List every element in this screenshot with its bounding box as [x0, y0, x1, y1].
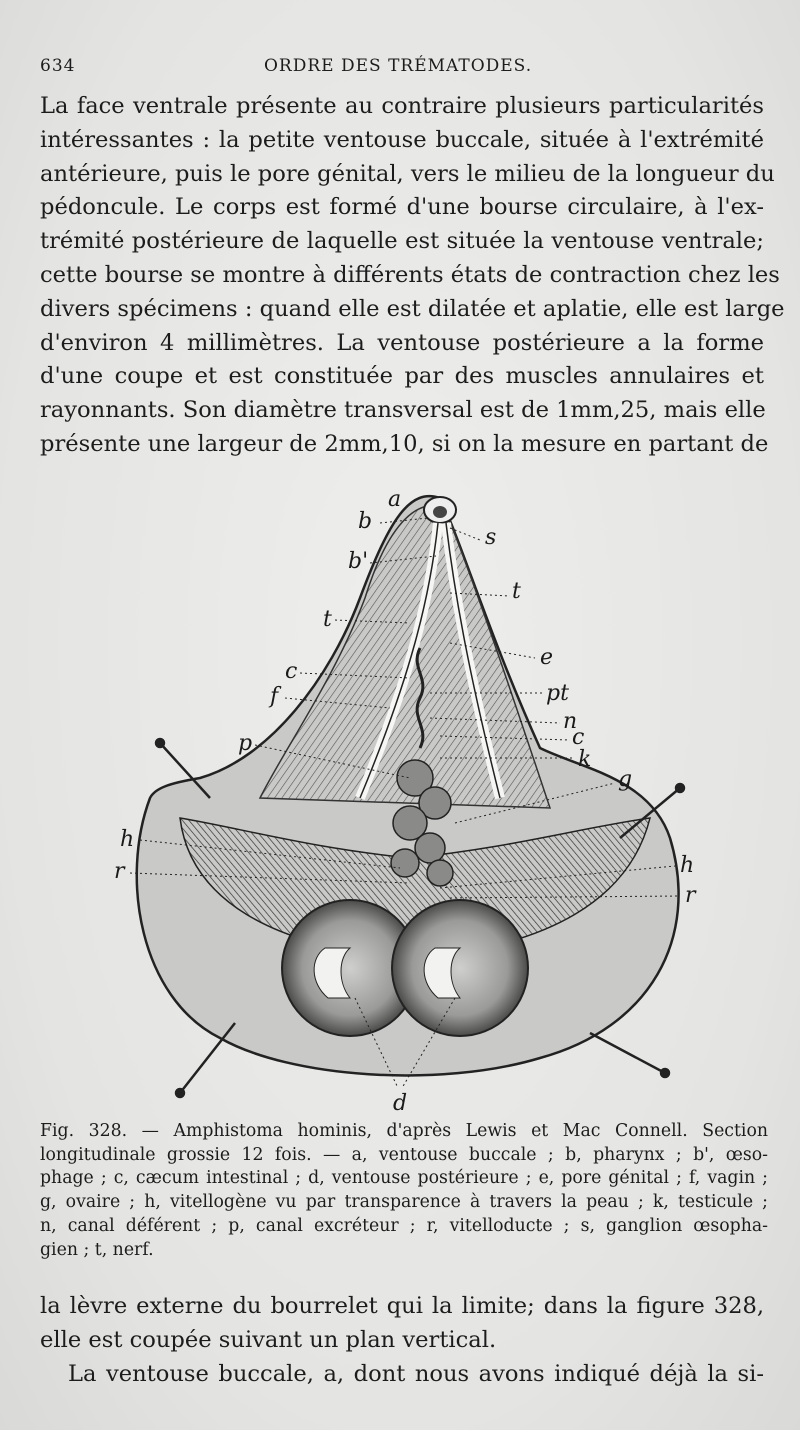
text-line: pédoncule. Le corps est formé d'une bourse circulaire, à l'ex- — [40, 194, 764, 221]
label-t-right: t — [512, 579, 521, 604]
text-line: antérieure, puis le pore génital, vers le milieu de la longueur du — [40, 160, 775, 187]
label-p: p — [238, 731, 253, 756]
caption-line: gien ; t, nerf. — [40, 1239, 154, 1260]
label-c-right: c — [572, 725, 585, 750]
caption-line: longitudinale grossie 12 fois. — a, ventouse buccale ; b, pharynx ; b', œso- — [40, 1144, 768, 1165]
label-n: n — [563, 709, 578, 734]
text-line: intéressantes : la petite ventouse buccale, située à l'extrémité — [40, 126, 764, 153]
text-line: La ventouse buccale, a, dont nous avons indiqué déjà la si- — [68, 1360, 764, 1387]
label-r-left: r — [114, 859, 125, 884]
text-line: rayonnants. Son diamètre transversal est de 1mm,25, mais elle — [40, 397, 766, 424]
page-number: 634 — [40, 56, 76, 76]
caption-line: Fig. 328. — Amphistoma hominis, d'après Lewis et Mac Connell. Section — [40, 1121, 768, 1141]
running-head-title: ORDRE DES TRÉMATODES. — [264, 56, 533, 76]
posterior-sucker-right — [392, 900, 528, 1036]
label-f: f — [270, 684, 279, 709]
text-line: divers spécimens : quand elle est dilatée et aplatie, elle est large — [40, 295, 785, 322]
label-d: d — [393, 1091, 408, 1116]
label-r-right: r — [685, 883, 696, 908]
label-h-right: h — [680, 853, 695, 878]
text-line: la lèvre externe du bourrelet qui la limite; dans la figure 328, — [40, 1293, 764, 1319]
label-s: s — [485, 525, 497, 550]
text-line: elle est coupée suivant un plan vertical. — [40, 1326, 497, 1353]
label-a: a — [388, 487, 402, 512]
text-line: d'environ 4 millimètres. La ventouse postérieure a la forme — [40, 329, 764, 356]
body-text-bottom — [40, 1290, 764, 1391]
caption-line: phage ; c, cæcum intestinal ; d, ventouse postérieure ; e, pore génital ; f, vagin ; — [40, 1168, 768, 1189]
label-e: e — [540, 645, 554, 670]
text-line: trémité postérieure de laquelle est située la ventouse ventrale; — [40, 228, 764, 255]
label-b-prime: b' — [348, 549, 369, 574]
text-line: cette bourse se montre à différents états de contraction chez les — [40, 261, 780, 288]
label-g: g — [618, 767, 633, 792]
label-t-left: t — [323, 607, 332, 632]
body-text-top — [40, 90, 785, 462]
label-pt: pt — [546, 681, 569, 706]
label-c-left: c — [285, 659, 298, 684]
label-b: b — [358, 509, 373, 534]
running-head — [40, 56, 760, 86]
text-line: d'une coupe et est constituée par des muscles annulaires et — [40, 363, 764, 390]
figure-illustration — [110, 478, 710, 1118]
text-line: présente une largeur de 2mm,10, si on la mesure en partant de — [40, 430, 769, 457]
figure-caption — [40, 1120, 768, 1262]
caption-line: g, ovaire ; h, vitellogène vu par transparence à travers la peau ; k, testicule ; — [40, 1192, 768, 1213]
text-line: La face ventrale présente au contraire plusieurs particularités — [40, 93, 764, 119]
label-h-left: h — [120, 827, 135, 852]
label-k: k — [578, 747, 592, 772]
caption-line: n, canal déférent ; p, canal excréteur ; r, vitelloducte ; s, ganglion œsopha- — [40, 1215, 768, 1236]
anatomical-figure — [110, 478, 710, 1118]
